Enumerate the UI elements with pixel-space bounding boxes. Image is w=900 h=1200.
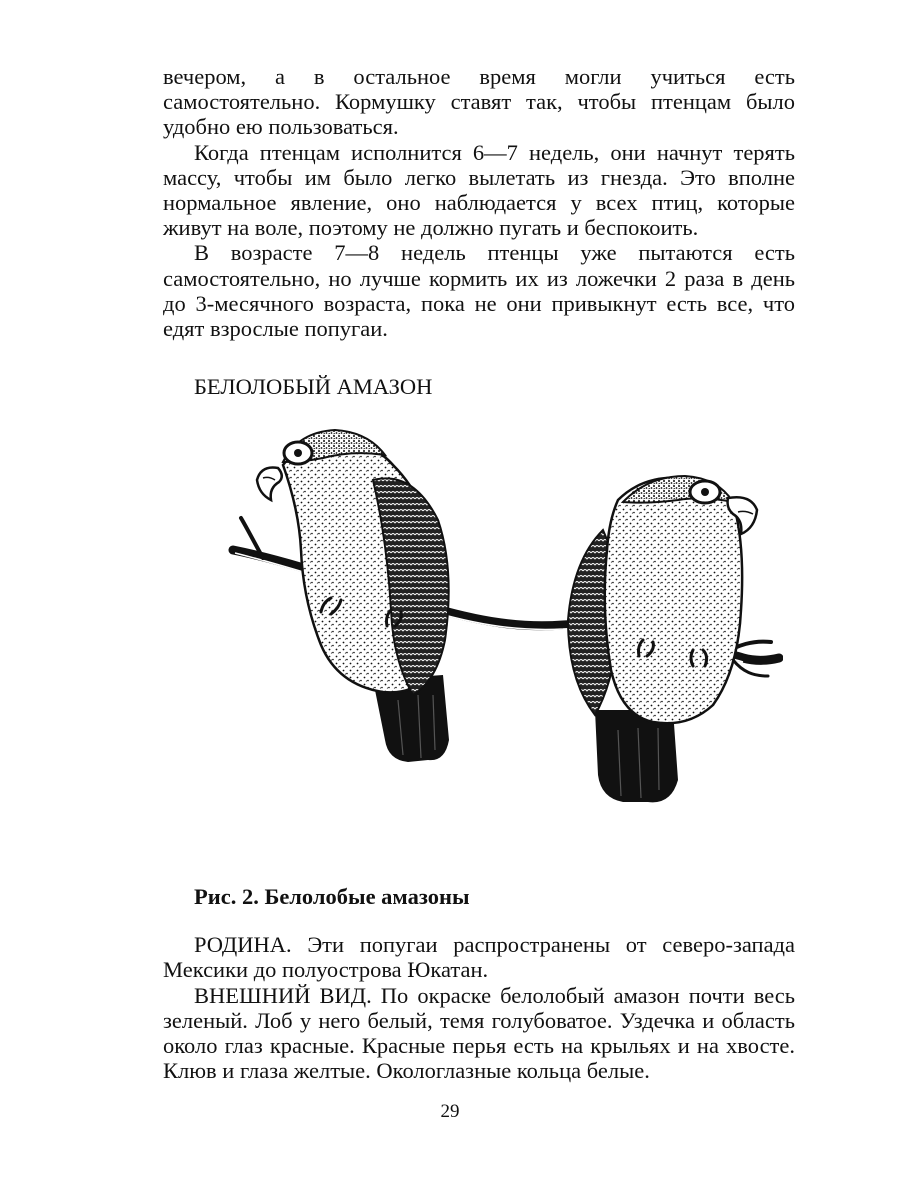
right-parrot-icon: [568, 476, 757, 802]
paragraph-feeding: В возрасте 7—8 недель птенцы уже пытаются есть самостоятельно, но лучше кормить их из ложечки 2 раза в день до 3-месячного возраста, пока не они привыкнут есть все, что едят взрослые попугаи.: [163, 240, 795, 342]
paragraph-appearance: ВНЕШНИЙ ВИД. По окраске белолобый амазон почти весь зеленый. Лоб у него белый, темя голубоватое. Уздечка и область около глаз красные. Красные перья есть на крыльях и на хвосте. Клюв и глаза желтые. Окологлазные кольца белые.: [163, 982, 795, 1084]
description-section: [163, 932, 795, 1083]
figure-caption: Рис. 2. Белолобые амазоны: [194, 884, 470, 910]
left-parrot-icon: [257, 430, 449, 762]
section-heading: БЕЛОЛОБЫЙ АМАЗОН: [194, 374, 433, 400]
page-text-block: [163, 64, 795, 1083]
page-number: 29: [440, 1101, 460, 1122]
figure: [163, 410, 795, 862]
paragraph-homeland: РОДИНА. Эти попугаи распространены от северо-запада Мексики до полуострова Юкатан.: [163, 932, 795, 983]
paragraph-continuation: вечером, а в остальное время могли учиться есть самостоятельно. Кормушку ставят так, чтобы птенцам было удобно ею пользоваться.: [163, 64, 795, 140]
paragraph-weight-loss: Когда птенцам исполнится 6—7 недель, они начнут терять массу, чтобы им было легко вылетать из гнезда. Это вполне нормальное явление, оно наблюдается у всех птиц, которые живут на воле, поэтому не должно пугать и беспокоить.: [163, 139, 795, 241]
two-parrots-on-branch-illustration: [223, 410, 783, 862]
